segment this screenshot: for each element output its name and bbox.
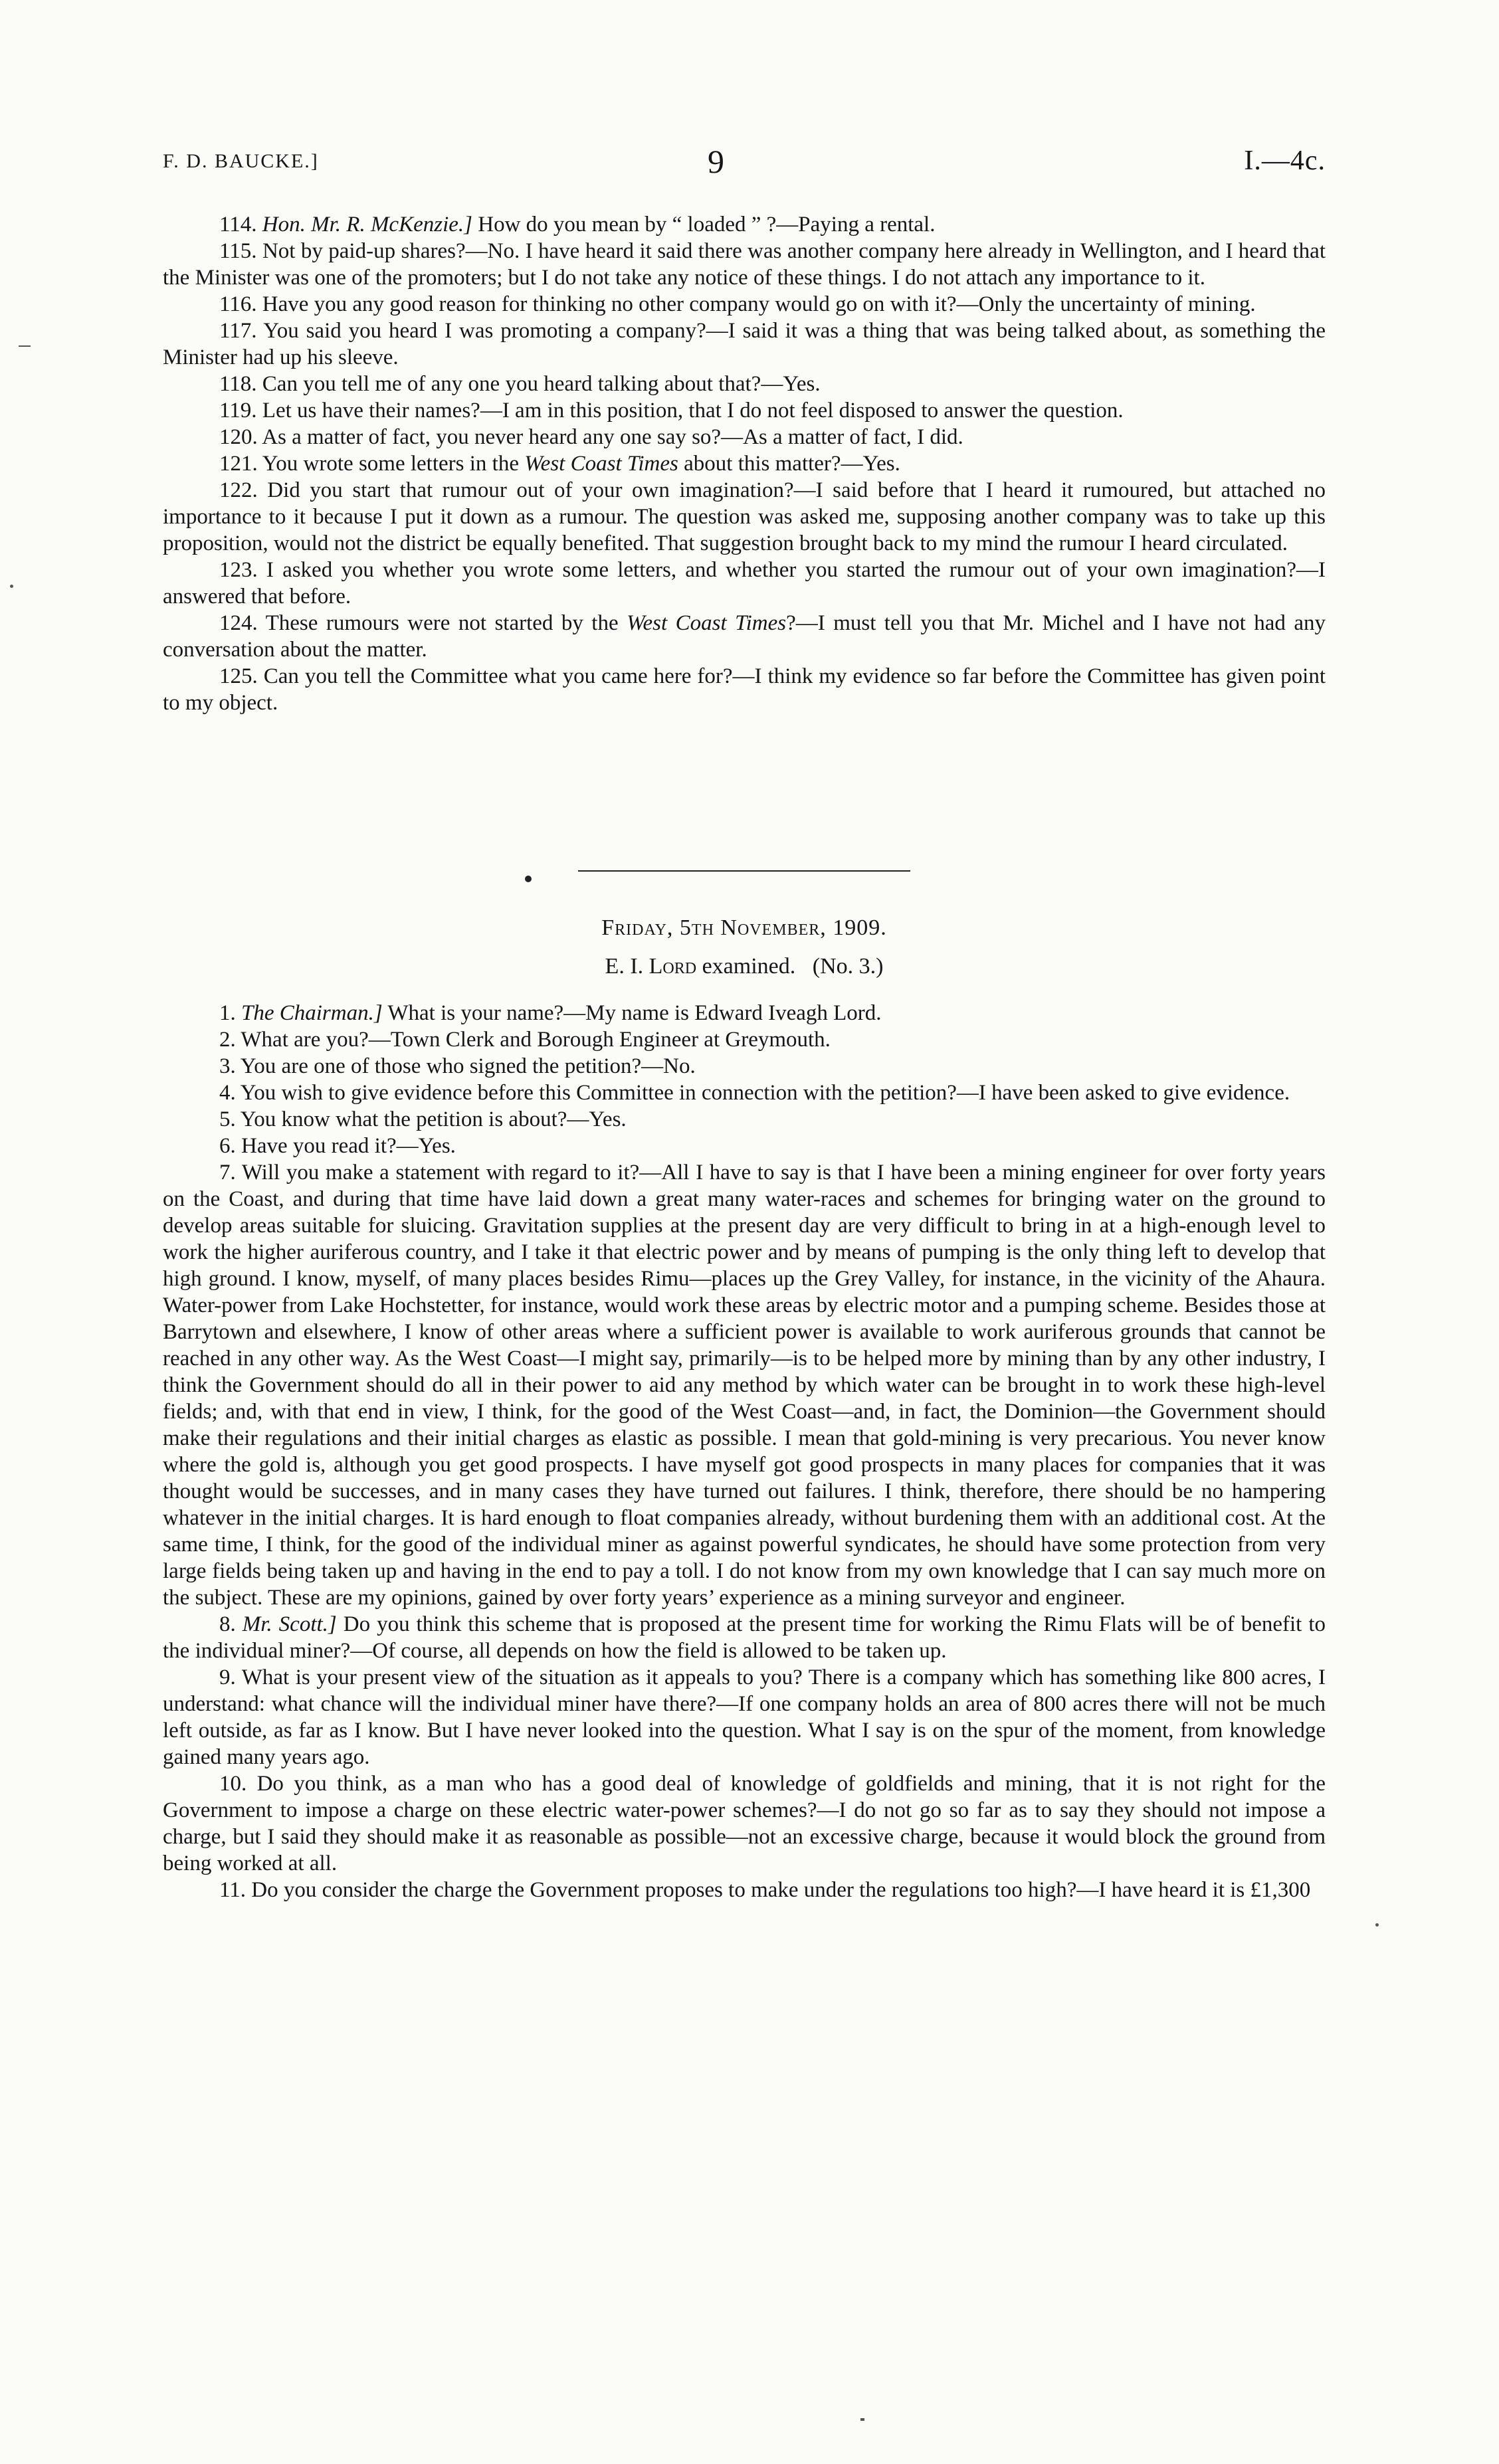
margin-mark bbox=[10, 585, 13, 588]
question-number: 117. bbox=[219, 319, 257, 343]
witness-name: E. I. Lord bbox=[605, 954, 697, 979]
question-paragraph bbox=[163, 1159, 1326, 1611]
question-text: Have you read it?—Yes. bbox=[241, 1134, 456, 1158]
question-paragraph bbox=[163, 397, 1326, 424]
question-paragraph bbox=[163, 1000, 1326, 1026]
question-text: Did you start that rumour out of your own imagination?—I said before that I heard it rumoured, but attached no importance to it because I put it down as a rumour. The question was asked me, supposing another company was to take up this proposition, would not the district be equally benefited. That suggestion brought back to my mind the rumour I heard circulated. bbox=[163, 478, 1326, 555]
question-number: 5. bbox=[219, 1107, 236, 1131]
speaker-name: Mr. Scott.] bbox=[242, 1612, 337, 1636]
question-text: Do you think this scheme that is proposed at the present time for working the Rimu Flats will be of benefit to the individual miner?—Of course, all depends on how the field is allowed to be taken up. bbox=[163, 1612, 1326, 1663]
question-number: 121. bbox=[219, 452, 258, 476]
question-text: You wish to give evidence before this Committee in connection with the petition?—I have been asked to give evidence. bbox=[240, 1081, 1290, 1105]
margin-mark bbox=[1375, 1923, 1379, 1927]
evidence-section-lord bbox=[163, 1000, 1326, 1903]
question-text: These rumours were not started by the West Coast Times?—I must tell you that Mr. Michel and I have not had any conversation about the matter. bbox=[163, 611, 1326, 662]
question-paragraph bbox=[163, 318, 1326, 371]
question-text: Not by paid-up shares?—No. I have heard it said there was another company here already in Wellington, and I heard that the Minister was one of the promoters; but I do not take any notice of these things. I do not attach any importance to it. bbox=[163, 239, 1326, 290]
question-paragraph bbox=[163, 1133, 1326, 1159]
question-paragraph bbox=[163, 557, 1326, 610]
speaker-name: Hon. Mr. R. McKenzie.] bbox=[262, 213, 472, 237]
question-paragraph bbox=[163, 371, 1326, 397]
question-number: 116. bbox=[219, 292, 257, 316]
question-text: You are one of those who signed the petition?—No. bbox=[240, 1054, 696, 1078]
question-number: 122. bbox=[219, 478, 258, 502]
question-text: What is your present view of the situation as it appeals to you? There is a company which has something like 800 acres, I understand: what chance will the individual miner have there?—If one company holds an area of 800 acres there will not be much left outside, as far as I know. But I have never looked into the question. What I say is on the spur of the moment, from knowledge gained many years ago. bbox=[163, 1665, 1326, 1769]
newspaper-title: West Coast Times bbox=[627, 611, 787, 635]
question-text: What is your name?—My name is Edward Iveagh Lord. bbox=[382, 1001, 882, 1025]
question-number: 3. bbox=[219, 1054, 236, 1078]
ink-dot bbox=[525, 876, 532, 882]
question-paragraph bbox=[163, 238, 1326, 291]
page-number: 9 bbox=[708, 143, 724, 180]
question-paragraph bbox=[163, 1106, 1326, 1133]
question-text: You said you heard I was promoting a company?—I said it was a thing that was being talked about, as something the Minister had up his sleeve. bbox=[163, 319, 1326, 369]
question-paragraph bbox=[163, 1664, 1326, 1770]
question-number: 10. bbox=[219, 1772, 247, 1796]
section-divider bbox=[578, 870, 910, 872]
question-paragraph bbox=[163, 1877, 1326, 1903]
question-number: 11. bbox=[219, 1878, 247, 1902]
question-number: 120. bbox=[219, 425, 258, 449]
question-number: 6. bbox=[219, 1134, 236, 1158]
question-number: 115. bbox=[219, 239, 257, 263]
question-text: As a matter of fact, you never heard any one say so?—As a matter of fact, I did. bbox=[262, 425, 963, 449]
question-number: 7. bbox=[219, 1161, 236, 1185]
question-paragraph bbox=[163, 291, 1326, 318]
question-paragraph bbox=[163, 211, 1326, 238]
running-head bbox=[163, 145, 1326, 185]
question-number: 1. bbox=[219, 1001, 236, 1025]
question-paragraph bbox=[163, 1053, 1326, 1080]
question-number: 9. bbox=[219, 1665, 236, 1689]
question-number: 4. bbox=[219, 1081, 236, 1105]
question-paragraph bbox=[163, 610, 1326, 663]
question-text: Can you tell me of any one you heard talking about that?—Yes. bbox=[262, 372, 821, 396]
question-paragraph bbox=[163, 1080, 1326, 1106]
witness-header: F. D. BAUCKE.] bbox=[163, 150, 319, 172]
witness-examined: examined. bbox=[696, 954, 796, 979]
question-number: 114. bbox=[219, 213, 257, 237]
question-paragraph bbox=[163, 477, 1326, 557]
question-text: Let us have their names?—I am in this position, that I do not feel disposed to answer the question. bbox=[262, 399, 1124, 423]
question-number: 125. bbox=[219, 664, 258, 688]
question-text: Will you make a statement with regard to it?—All I have to say is that I have been a mining engineer for over forty years on the Coast, and during that time have laid down a great many water-races and schemes for bringing water on the ground to develop areas suitable for sluicing. Gravitation supplies at the present day are very difficult to bring in at a high-enough level to work the higher auriferous country, and I take it that electric power and by means of pumping is the only thing left to develop that high ground. I know, myself, of many places besides Rimu—places up the Grey Valley, for instance, in the vicinity of the Ahaura. Water-power from Lake Hochstetter, for instance, would work these areas by electric motor and a pumping scheme. Besides those at Barrytown and elsewhere, I know of other areas where a sufficient power is available to work auriferous grounds that cannot be reached in any other way. As the West Coast—I might say, primarily—is to be helped more by mining than by any other industry, I think the Government should do all in their power to aid any method by which water can be brought in to work these high-level fields; and, with that end in view, I think, for the good of the West Coast—and, in fact, the Dominion—the Government should make their regulations and their initial charges as elastic as possible. I mean that gold-mining is very precarious. You never know where the gold is, although you get good prospects. I have myself got good prospects in many places for companies that it was thought would be successes, and in many cases they have turned out failures. I think, therefore, there should be no hampering whatever in the initial charges. It is hard enough to float companies already, without burdening them with an additional cost. At the same time, I think, for the good of the individual miner as against powerful syndicates, he should have some protection from very large fields being taken up and having in the end to pay a toll. I do not know from my own knowledge that I can say much more on the subject. These are my opinions, gained by over forty years’ experience as a mining surveyor and engineer. bbox=[163, 1161, 1326, 1610]
newspaper-title: West Coast Times bbox=[524, 452, 678, 476]
question-number: 124. bbox=[219, 611, 258, 635]
session-date: Friday, 5th November, 1909. bbox=[601, 915, 887, 940]
margin-mark bbox=[860, 2418, 864, 2421]
question-text: How do you mean by “ loaded ” ?—Paying a rental. bbox=[472, 213, 936, 237]
witness-number: (No. 3.) bbox=[812, 954, 884, 979]
question-paragraph bbox=[163, 1770, 1326, 1877]
question-paragraph bbox=[163, 1026, 1326, 1053]
question-text: Do you consider the charge the Government proposes to make under the regulations too high?—I have heard it is £1,300 bbox=[251, 1878, 1311, 1902]
question-text: Have you any good reason for thinking no other company would go on with it?—Only the uncertainty of mining. bbox=[262, 292, 1256, 316]
witness-heading bbox=[163, 954, 1326, 979]
question-number: 8. bbox=[219, 1612, 236, 1636]
speaker-name: The Chairman.] bbox=[241, 1001, 383, 1025]
question-number: 123. bbox=[219, 558, 258, 582]
margin-mark bbox=[19, 345, 31, 347]
document-reference: I.—4c. bbox=[1244, 145, 1326, 176]
question-paragraph bbox=[163, 663, 1326, 716]
question-paragraph bbox=[163, 1611, 1326, 1664]
evidence-section-baucke bbox=[163, 211, 1326, 716]
question-paragraph bbox=[163, 450, 1326, 477]
question-text: Do you think, as a man who has a good deal of knowledge of goldfields and mining, that it is not right for the Government to impose a charge on these electric water-power schemes?—I do not go so far as to say they should not impose a charge, but I said they should make it as reasonable as possible—not an excessive charge, because it would block the ground from being worked at all. bbox=[163, 1772, 1326, 1875]
question-number: 2. bbox=[219, 1028, 236, 1052]
question-text: Can you tell the Committee what you came here for?—I think my evidence so far before the Committee has given point to my object. bbox=[163, 664, 1326, 715]
question-paragraph bbox=[163, 424, 1326, 450]
question-number: 119. bbox=[219, 399, 257, 423]
question-text: You wrote some letters in the West Coast Times about this matter?—Yes. bbox=[262, 452, 900, 476]
question-text: I asked you whether you wrote some letters, and whether you started the rumour out of your own imagination?—I answered that before. bbox=[163, 558, 1326, 609]
question-text: What are you?—Town Clerk and Borough Engineer at Greymouth. bbox=[241, 1028, 831, 1052]
question-text: You know what the petition is about?—Yes. bbox=[240, 1107, 627, 1131]
question-number: 118. bbox=[219, 372, 257, 396]
